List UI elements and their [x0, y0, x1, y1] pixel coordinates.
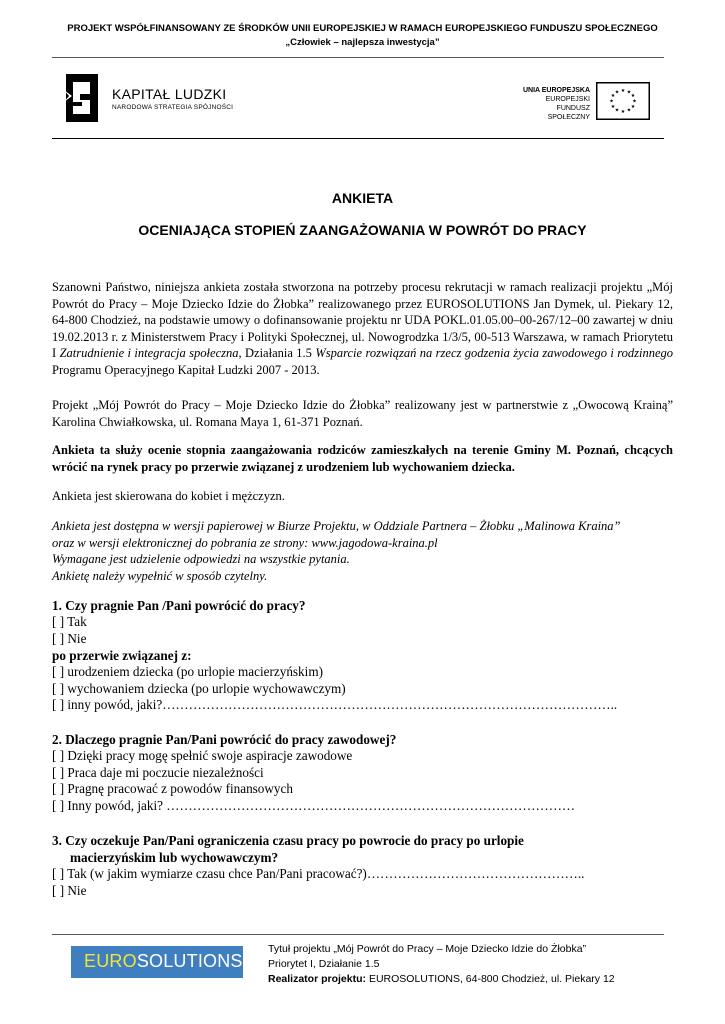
q2-option-other[interactable]: [ ] Inny powód, jaki? …………………………………………………………………………………	[52, 797, 576, 813]
kapital-ludzki-subtitle: NARODOWA STRATEGIA SPÓJNOŚCI	[112, 104, 234, 111]
kapital-ludzki-logo-icon	[60, 72, 102, 124]
eurosolutions-wordmark	[84, 951, 243, 972]
question-2-text: 2. Dlaczego pragnie Pan/Pani powrócić do pracy zawodowej?	[52, 732, 397, 747]
kapital-ludzki-title: KAPITAŁ LUDZKI	[112, 86, 227, 102]
question-2	[52, 731, 673, 814]
svg-text:★: ★	[620, 109, 626, 115]
svg-text:★: ★	[609, 98, 614, 105]
q3-option-yes[interactable]: [ ] Tak (w jakim wymiarze czasu chce Pan/Pani pracować?)…………………………………………..	[52, 866, 585, 881]
intro-text-a: Szanowni Państwo, niniejsza ankieta została stworzona na potrzeby procesu rekrutacji w ramach realizacji projektu „Mój Powrót do Pracy – Moje Dziecko Idzie do Żłobka” realizowanego przez EUROSOLUTIONS Jan Dymek, ul. Piekary 12, 64-800 Chodzież, na podstawie umowy o dofinansowanie projektu nr UDA POKL.01.05.00–00-267/12–00 zawartej w dniu 19.02.2013 r. z Ministerstwem Pracy i Polityki Społecznej, ul. Nowogrodzka 1/3/5, 00-513 Warszawa, w ramach Priorytetu I	[52, 280, 673, 360]
q1-sub-option-birth[interactable]: [ ] urodzeniem dziecka (po urlopie macierzyńskim)	[52, 664, 323, 679]
partnership-paragraph: Projekt „Mój Powrót do Pracy – Moje Dziecko Idzie do Żłobka” realizowany jest w partnerstwie z „Owocową Krainą” Karolina Chwiałkowska, ul. Romana Maya 1, 61-371 Poznań.	[52, 398, 673, 429]
eu-label-line2: EUROPEJSKI	[545, 96, 590, 103]
availability-line-2: oraz w wersji elektronicznej do pobrania ze strony: www.jagodowa-kraina.pl	[52, 535, 438, 550]
footer-priority: Priorytet I, Działanie 1.5	[268, 958, 380, 970]
question-1-text: 1. Czy pragnie Pan /Pani powrócić do pracy?	[52, 598, 306, 613]
availability-line-4: Ankietę należy wypełnić w sposób czytelny.	[52, 568, 268, 583]
eu-flag-icon	[596, 82, 650, 120]
eurosolutions-logo	[71, 946, 243, 978]
svg-text:★: ★	[614, 107, 620, 114]
svg-text:★: ★	[630, 104, 636, 110]
svg-text:★: ★	[610, 104, 616, 110]
q1-option-no[interactable]: [ ] Nie	[52, 630, 87, 646]
q1-sub-option-upbringing[interactable]: [ ] wychowaniem dziecka (po urlopie wychowawczym)	[52, 680, 346, 696]
availability-line-3: Wymagane jest udzielenie odpowiedzi na wszystkie pytania.	[52, 552, 350, 566]
survey-title: ANKIETA	[331, 190, 394, 206]
q2-option-financial[interactable]: [ ] Pragnę pracować z powodów finansowych	[52, 781, 293, 796]
svg-text:★: ★	[630, 93, 636, 99]
footer-contractor-label: Realizator projektu:	[268, 973, 367, 985]
q2-option-independence[interactable]: [ ] Praca daje mi poczucie niezależności	[52, 764, 264, 780]
svg-text:★: ★	[632, 98, 637, 105]
question-3-text-line1: 3. Czy oczekuje Pan/Pani ograniczenia czasu pracy po powrocie do pracy po urlopie	[52, 833, 524, 848]
intro-text-priority: Zatrudnienie i integracja społeczna	[59, 346, 239, 360]
logo-euro-part: EURO	[84, 951, 137, 971]
q1-subquestion: po przerwie związanej z:	[52, 648, 192, 663]
question-1	[52, 597, 673, 714]
question-3	[52, 832, 673, 899]
footer-project-info	[268, 942, 615, 987]
logo-solutions-part: SOLUTIONS	[136, 951, 243, 971]
footer-project-title: Tytuł projektu „Mój Powrót do Pracy – Moje Dziecko Idzie do Żłobka”	[268, 943, 587, 955]
cofinancing-line: PROJEKT WSPÓŁFINANSOWANY ZE ŚRODKÓW UNII EUROPEJSKIEJ W RAMACH EUROPEJSKIEGO FUNDUSZU SPOŁECZNEGO	[67, 23, 658, 34]
footer-divider	[52, 934, 664, 935]
logo-divider	[52, 138, 664, 139]
svg-text:★: ★	[620, 88, 626, 94]
availability-line-1: Ankieta jest dostępna w wersji papierowej w Biurze Projektu, w Oddziale Partnera – Żłobku „Malinowa Kraina”	[52, 519, 621, 533]
intro-text-e: Programu Operacyjnego Kapitał Ludzki 2007 - 2013.	[52, 362, 320, 377]
header-divider	[52, 57, 664, 58]
survey-subtitle: OCENIAJĄCA STOPIEŃ ZAANGAŻOWANIA W POWRÓT DO PRACY	[138, 222, 587, 238]
cofinancing-header	[0, 22, 725, 50]
eu-label-line3: FUNDUSZ SPOŁECZNY	[547, 105, 590, 121]
eu-fund-label	[515, 86, 590, 122]
q2-option-aspirations[interactable]: [ ] Dzięki pracy mogę spełnić swoje aspiracje zawodowe	[52, 748, 353, 763]
svg-text:★: ★	[626, 107, 632, 114]
q3-option-no[interactable]: [ ] Nie	[52, 882, 87, 898]
intro-text-measure: Wsparcie rozwiązań na rzecz godzenia życia zawodowego i rodzinnego	[315, 346, 674, 360]
svg-text:★: ★	[610, 93, 616, 99]
intro-text-c: , Działania 1.5	[238, 346, 316, 360]
footer-contractor	[268, 972, 615, 987]
question-3-text-line2: macierzyńskim lub wychowawczym?	[70, 850, 279, 865]
svg-text:★: ★	[614, 89, 620, 96]
eu-label-line1: UNIA EUROPEJSKA	[522, 87, 590, 94]
svg-text:★: ★	[626, 89, 632, 96]
intro-paragraph	[52, 279, 673, 378]
purpose-paragraph: Ankieta ta służy ocenie stopnia zaangażowania rodziców zamieszkałych na terenie Gminy M. Poznań, chcących wrócić na rynek pracy po przerwie związanej z urodzeniem lub wychowaniem dziecka.	[52, 443, 673, 474]
q1-option-yes[interactable]: [ ] Tak	[52, 614, 87, 629]
audience-paragraph: Ankieta jest skierowana do kobiet i mężczyzn.	[52, 489, 285, 503]
slogan-line: „Człowiek – najlepsza inwestycja”	[285, 37, 440, 48]
availability-paragraph	[52, 518, 673, 584]
footer-contractor-value: EUROSOLUTIONS, 64-800 Chodzież, ul. Piekary 12	[366, 973, 615, 985]
q1-sub-option-other[interactable]: [ ] inny powód, jaki?…………………………………………………………………………………………..	[52, 697, 618, 712]
